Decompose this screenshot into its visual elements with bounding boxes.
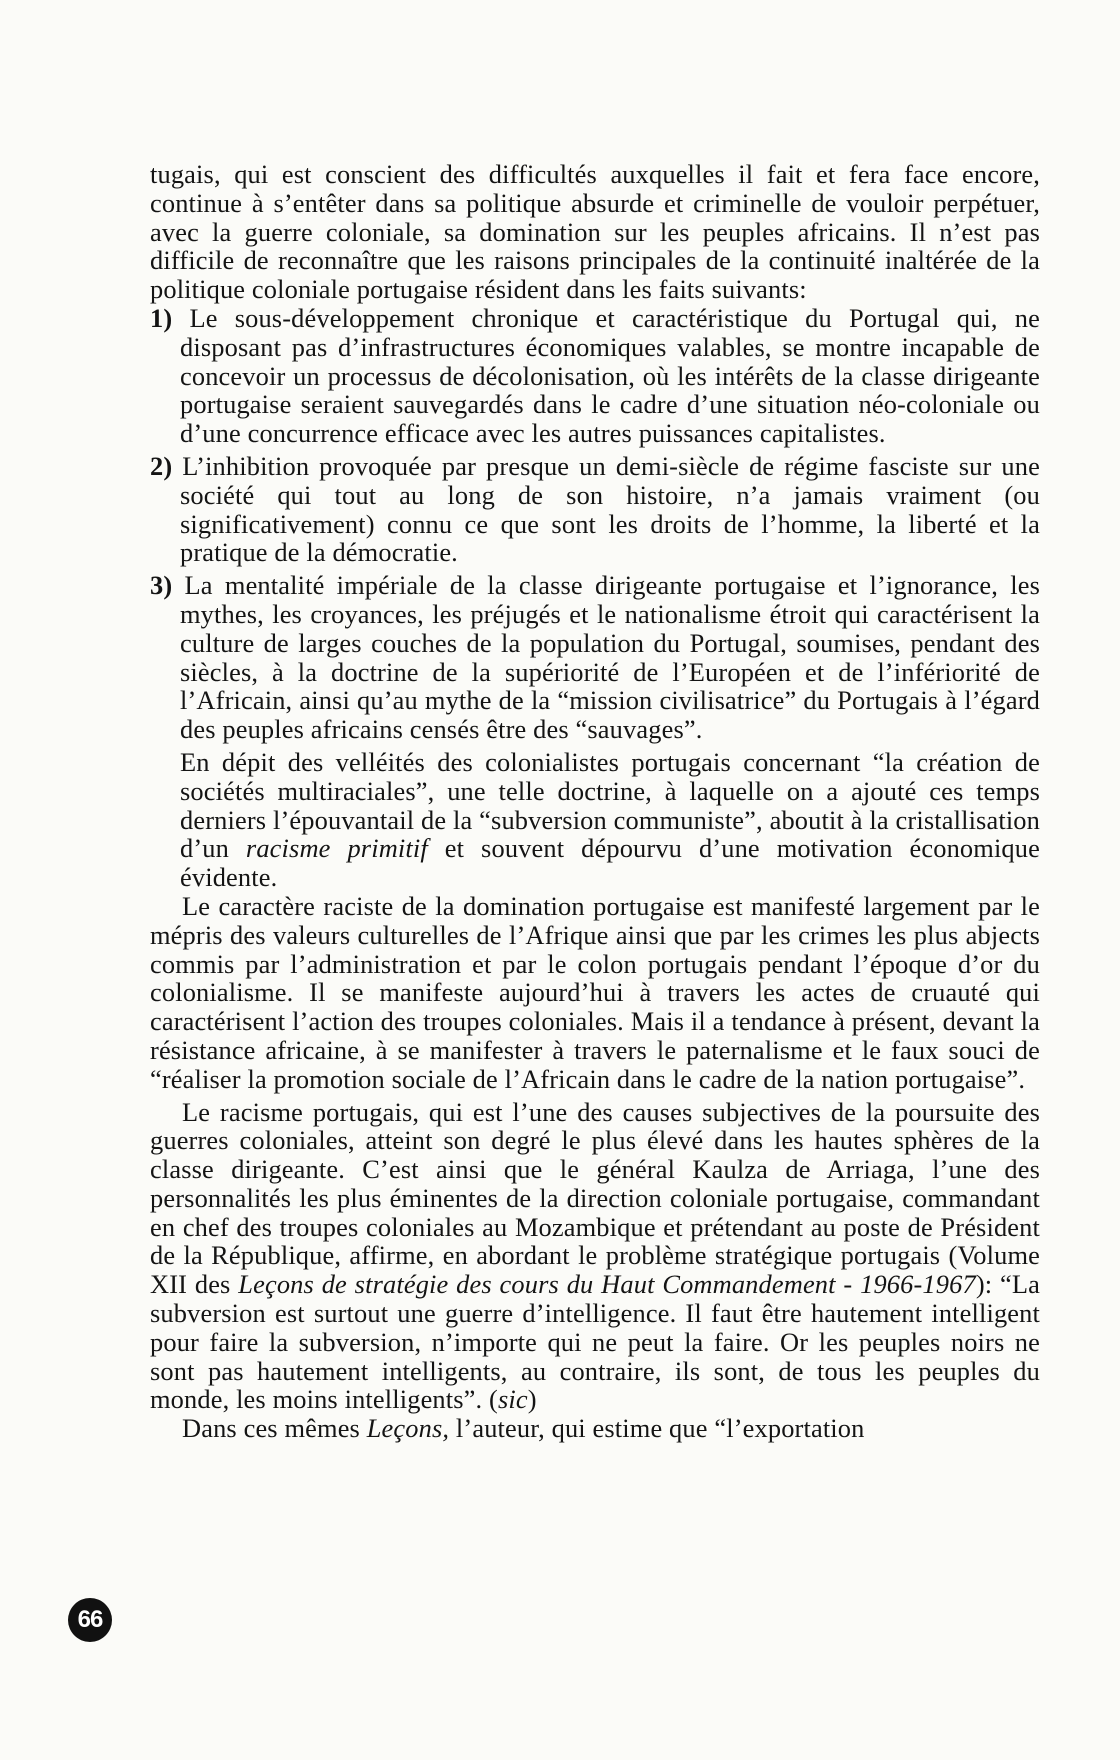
list-item-text: L’inhibition provoquée par presque un demi-siècle de régime fasciste sur une société qui tout au long de son histoire, n’a jamais vraiment (ou significativement) connu ce que sont les droits de l’homme, la liberté et la pratique de la démocratie. [180, 450, 1040, 568]
paragraph-racism-text: Le caractère raciste de la domination portugaise est manifesté largement par le mépris des valeurs culturelles de l’Afrique ainsi que par les crimes les plus abjects commis par l’administration et par le colon portugais pendant l’époque d’or du colonialisme. Il se manifeste aujourd’hui à travers les actes de cruauté qui caractérisent l’action des troupes coloniales. Mais il a tendance à présent, devant la résistance africaine, à se manifester à travers le paternalisme et le faux souci de “réaliser la promotion sociale de l’Africain dans le cadre de la nation portugaise”. [150, 890, 1040, 1094]
page-number-badge: 66 [68, 1598, 112, 1642]
citation-title: Leçons de stratégie des cours du Haut Commandement - 1966-1967 [238, 1269, 976, 1300]
paragraph-racism [150, 892, 1040, 1094]
paragraph-lecons-text-end: l’auteur, qui estime que “l’exportation [449, 1413, 865, 1444]
body-text [150, 160, 1040, 1443]
paragraph-doctrine-text: En dépit des velléités des colonialistes portugais concernant “la création de sociétés multiraciales”, une telle doctrine, à laquelle on a ajouté ces temps derniers l’épouvantail de la “subversion communiste”, aboutit à la cristallisation d’un [180, 746, 1040, 864]
paragraph-lecons [150, 1414, 1040, 1443]
paragraph-arriaga-close: ) [527, 1384, 537, 1415]
sic-mark: sic [497, 1384, 528, 1415]
list-item-number: 1) [150, 302, 173, 333]
paragraph-intro-text: tugais, qui est conscient des difficultés auxquelles il fait et fera face encore, continue à s’entêter dans sa politique absurde et criminelle de vouloir perpétuer, avec la guerre coloniale, sa domination sur les peuples africains. Il n’est pas difficile de reconnaître que les raisons principales de la continuité inaltérée de la politique coloniale portugaise résident dans les faits suivants: [150, 159, 1040, 305]
citation-title-short: Leçons, [366, 1413, 450, 1444]
list-item-number: 2) [150, 450, 173, 481]
emphasis-text: racisme primitif [245, 833, 428, 864]
paragraph-lecons-text: Dans ces mêmes [182, 1413, 367, 1444]
paragraph-arriaga [150, 1098, 1040, 1415]
paragraph-doctrine [150, 748, 1040, 892]
list-item-text: La mentalité impériale de la classe dirigeante portugaise et l’ignorance, les mythes, les croyances, les préjugés et le nationalisme étroit qui caractérisent la culture de larges couches de la population du Portugal, soumises, pendant des siècles, à la doctrine de la supériorité de l’Européen et de l’infériorité de l’Africain, ainsi qu’au mythe de la “mission civilisatrice” du Portugais à l’égard des peuples africains censés être des “sauvages”. [180, 570, 1041, 745]
paragraph-arriaga-quote: ): “La subversion est surtout une guerre d’intelligence. Il faut être hautement intelligent pour faire la subversion, n’importe qui ne peut la faire. Or les peuples noirs ne sont pas hautement intelligents, au contraire, ils sont, de tous les peuples du monde, les moins intelligents”. ( [150, 1269, 1040, 1415]
paragraph-arriaga-text: Le racisme portugais, qui est l’une des causes subjectives de la poursuite des guerres coloniales, atteint son degré le plus élevé dans les hautes sphères de la classe dirigeante. C’est ainsi que le général Kaulza de Arriaga, l’une des personnalités les plus éminentes de la direction coloniale portugaise, commandant en chef des troupes coloniales au Mozambique et prétendant au poste de Président de la République, affirme, en abordant le problème stratégique portugais (Volume XII des [150, 1096, 1040, 1300]
list-item-2 [150, 452, 1040, 567]
list-item-3 [150, 571, 1040, 744]
paragraph-doctrine-text-end: et souvent dépourvu d’une motivation économique évidente. [180, 833, 1040, 893]
paragraph-intro [150, 160, 1040, 304]
list-item-text: Le sous-développement chronique et caractéristique du Portugal qui, ne disposant pas d’infrastructures économiques valables, se montre incapable de concevoir un processus de décolonisation, où les intérêts de la classe dirigeante portugaise seraient sauvegardés dans le cadre d’une situation néo-coloniale ou d’une concurrence efficace avec les autres puissances capitalistes. [180, 302, 1040, 449]
list-item-1 [150, 304, 1040, 448]
list-item-number: 3) [150, 570, 173, 601]
